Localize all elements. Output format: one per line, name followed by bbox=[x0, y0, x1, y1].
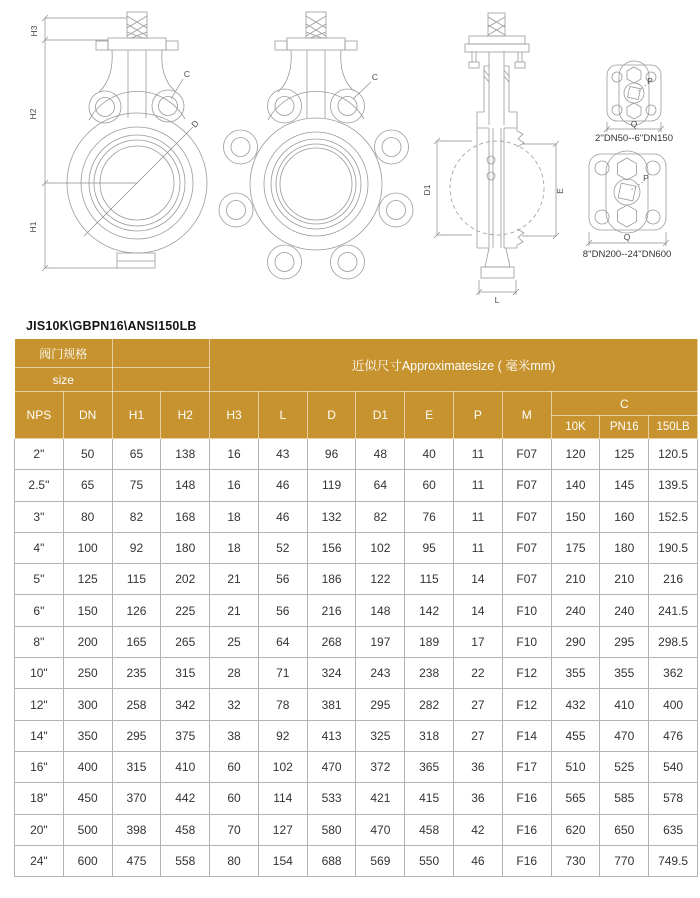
table-cell: 342 bbox=[161, 689, 210, 720]
pin bbox=[487, 172, 495, 180]
table-cell: 324 bbox=[307, 658, 356, 689]
table-cell: 410 bbox=[600, 689, 649, 720]
technical-drawings bbox=[0, 0, 700, 312]
table-cell: 315 bbox=[161, 658, 210, 689]
table-cell: 64 bbox=[356, 470, 405, 501]
table-cell: 48 bbox=[356, 439, 405, 470]
square-drive bbox=[618, 183, 636, 201]
disc-dashed-circle bbox=[450, 141, 544, 235]
table-cell: 432 bbox=[551, 689, 600, 720]
table-cell: 92 bbox=[258, 720, 307, 751]
table-cell: 24" bbox=[15, 845, 64, 876]
packing-hatch bbox=[484, 70, 509, 82]
top-flange-detail-small bbox=[595, 61, 673, 144]
table-cell: 210 bbox=[551, 564, 600, 595]
table-cell: 4" bbox=[15, 532, 64, 563]
col-header-dn: DN bbox=[63, 392, 112, 439]
table-cell: F14 bbox=[502, 720, 551, 751]
table-row bbox=[15, 658, 698, 689]
body-outer bbox=[250, 118, 382, 250]
col-header-m: M bbox=[502, 392, 551, 439]
table-cell: 38 bbox=[210, 720, 259, 751]
table-cell: 295 bbox=[356, 689, 405, 720]
table-cell: 415 bbox=[405, 783, 454, 814]
table-cell: 400 bbox=[63, 751, 112, 782]
table-cell: 100 bbox=[63, 532, 112, 563]
table-cell: 46 bbox=[454, 845, 503, 876]
table-cell: 6" bbox=[15, 595, 64, 626]
table-cell: 300 bbox=[63, 689, 112, 720]
dimension-lines bbox=[42, 15, 137, 271]
table-cell: F07 bbox=[502, 470, 551, 501]
table-cell: 268 bbox=[307, 626, 356, 657]
table-cell: 525 bbox=[600, 751, 649, 782]
table-cell: 325 bbox=[356, 720, 405, 751]
table-cell: 282 bbox=[405, 689, 454, 720]
table-cell: 500 bbox=[63, 814, 112, 845]
table-cell: F10 bbox=[502, 595, 551, 626]
table-cell: 175 bbox=[551, 532, 600, 563]
table-cell: 600 bbox=[63, 845, 112, 876]
subcol-header-150lb: 150LB bbox=[649, 416, 698, 439]
table-cell: 119 bbox=[307, 470, 356, 501]
dim-label-l: L bbox=[494, 295, 500, 305]
table-cell: 372 bbox=[356, 751, 405, 782]
seat-detail-bottom bbox=[517, 229, 524, 245]
stem-tube bbox=[489, 52, 504, 125]
col-header-e: E bbox=[405, 392, 454, 439]
stem-top bbox=[488, 13, 505, 36]
col-header-h3: H3 bbox=[210, 392, 259, 439]
table-header bbox=[15, 339, 698, 439]
table-cell: 150 bbox=[551, 501, 600, 532]
table-cell: 80 bbox=[210, 845, 259, 876]
table-cell: 580 bbox=[307, 814, 356, 845]
dim-label-h1: H1 bbox=[28, 221, 38, 233]
table-cell: 160 bbox=[600, 501, 649, 532]
table-cell: 120.5 bbox=[649, 439, 698, 470]
table-cell: 186 bbox=[307, 564, 356, 595]
table-cell: 238 bbox=[405, 658, 454, 689]
table-cell: 295 bbox=[600, 626, 649, 657]
table-cell: 95 bbox=[405, 532, 454, 563]
table-cell: 154 bbox=[258, 845, 307, 876]
table-cell: 60 bbox=[405, 470, 454, 501]
table-cell: 152.5 bbox=[649, 501, 698, 532]
table-cell: 315 bbox=[112, 751, 161, 782]
table-cell: 398 bbox=[112, 814, 161, 845]
table-cell: 11 bbox=[454, 470, 503, 501]
table-cell: F16 bbox=[502, 814, 551, 845]
wafer-valve-front-view bbox=[28, 12, 207, 271]
table-cell: 40 bbox=[405, 439, 454, 470]
table-cell: F12 bbox=[502, 658, 551, 689]
label-p: P bbox=[643, 173, 649, 183]
table-cell: 240 bbox=[551, 595, 600, 626]
table-row bbox=[15, 720, 698, 751]
table-cell: 36 bbox=[454, 783, 503, 814]
table-cell: 250 bbox=[63, 658, 112, 689]
table-cell: 102 bbox=[258, 751, 307, 782]
bottom-boss bbox=[117, 253, 155, 268]
size-header-empty bbox=[112, 368, 210, 392]
table-body bbox=[15, 439, 698, 877]
table-cell: 620 bbox=[551, 814, 600, 845]
table-cell: 56 bbox=[258, 564, 307, 595]
table-row bbox=[15, 564, 698, 595]
body-right-plate bbox=[504, 128, 517, 248]
square-drive bbox=[627, 86, 640, 99]
table-cell: F07 bbox=[502, 564, 551, 595]
table-cell: 240 bbox=[600, 595, 649, 626]
table-row bbox=[15, 439, 698, 470]
table-cell: 298.5 bbox=[649, 626, 698, 657]
table-cell: 150 bbox=[63, 595, 112, 626]
seat-detail-top bbox=[517, 131, 524, 147]
table-cell: 20" bbox=[15, 814, 64, 845]
table-cell: 197 bbox=[356, 626, 405, 657]
table-cell: 70 bbox=[210, 814, 259, 845]
top-plate bbox=[469, 36, 525, 44]
table-title: JIS10K\GBPN16\ANSI150LB bbox=[26, 319, 197, 333]
table-cell: 730 bbox=[551, 845, 600, 876]
lug-valve-front-view bbox=[219, 12, 413, 279]
table-cell: 421 bbox=[356, 783, 405, 814]
table-cell: 202 bbox=[161, 564, 210, 595]
table-cell: 12" bbox=[15, 689, 64, 720]
table-cell: 216 bbox=[307, 595, 356, 626]
shaft bbox=[493, 128, 501, 248]
table-cell: 241.5 bbox=[649, 595, 698, 626]
table-cell: 14 bbox=[454, 564, 503, 595]
table-cell: 11 bbox=[454, 501, 503, 532]
table-cell: 36 bbox=[454, 751, 503, 782]
table-cell: 510 bbox=[551, 751, 600, 782]
table-cell: 52 bbox=[258, 532, 307, 563]
table-cell: 350 bbox=[63, 720, 112, 751]
table-cell: 190.5 bbox=[649, 532, 698, 563]
table-cell: 442 bbox=[161, 783, 210, 814]
table-cell: 470 bbox=[307, 751, 356, 782]
body-left-plate bbox=[477, 128, 489, 248]
table-cell: 43 bbox=[258, 439, 307, 470]
table-cell: 770 bbox=[600, 845, 649, 876]
table-cell: 10" bbox=[15, 658, 64, 689]
pin bbox=[487, 156, 495, 164]
dim-label-h2: H2 bbox=[28, 108, 38, 120]
valve-section-side-view bbox=[422, 13, 565, 305]
hex-boss bbox=[627, 67, 641, 83]
table-cell: 64 bbox=[258, 626, 307, 657]
table-cell: 16 bbox=[210, 470, 259, 501]
table-cell: 60 bbox=[210, 751, 259, 782]
table-cell: 225 bbox=[161, 595, 210, 626]
size-header: size bbox=[15, 368, 113, 392]
table-cell: 635 bbox=[649, 814, 698, 845]
table-cell: 71 bbox=[258, 658, 307, 689]
table-cell: 122 bbox=[356, 564, 405, 595]
table-cell: 156 bbox=[307, 532, 356, 563]
col-header-nps: NPS bbox=[15, 392, 64, 439]
flange-plate bbox=[589, 154, 666, 230]
spec-header: 阀门规格 bbox=[15, 339, 113, 368]
table-cell: 17 bbox=[454, 626, 503, 657]
table-cell: 450 bbox=[63, 783, 112, 814]
table-cell: 78 bbox=[258, 689, 307, 720]
shoulder bbox=[89, 91, 185, 120]
table-cell: 470 bbox=[356, 814, 405, 845]
table-cell: 381 bbox=[307, 689, 356, 720]
table-cell: 318 bbox=[405, 720, 454, 751]
table-cell: 8" bbox=[15, 626, 64, 657]
subcol-header-pn16: PN16 bbox=[600, 416, 649, 439]
table-cell: 132 bbox=[307, 501, 356, 532]
mounting-plate bbox=[108, 38, 166, 50]
table-cell: 14 bbox=[454, 595, 503, 626]
table-cell: 138 bbox=[161, 439, 210, 470]
dimension-lines bbox=[434, 138, 559, 295]
table-cell: 476 bbox=[649, 720, 698, 751]
table-cell: 558 bbox=[161, 845, 210, 876]
flange-small-caption: 2''DN50--6''DN150 bbox=[594, 133, 674, 144]
col-header-h2: H2 bbox=[161, 392, 210, 439]
table-cell: 550 bbox=[405, 845, 454, 876]
table-cell: 114 bbox=[258, 783, 307, 814]
table-cell: 578 bbox=[649, 783, 698, 814]
table-row bbox=[15, 470, 698, 501]
table-cell: 400 bbox=[649, 689, 698, 720]
col-header-p: P bbox=[454, 392, 503, 439]
col-header-d1: D1 bbox=[356, 392, 405, 439]
table-cell: 210 bbox=[600, 564, 649, 595]
table-cell: 410 bbox=[161, 751, 210, 782]
dimension-table bbox=[14, 338, 698, 877]
dim-label-h3: H3 bbox=[29, 25, 39, 37]
table-cell: F16 bbox=[502, 845, 551, 876]
table-cell: F17 bbox=[502, 751, 551, 782]
table-row bbox=[15, 814, 698, 845]
hex-boss bbox=[627, 103, 641, 119]
table-cell: 22 bbox=[454, 658, 503, 689]
bottom-boss bbox=[485, 248, 510, 267]
table-cell: 533 bbox=[307, 783, 356, 814]
table-cell: 18" bbox=[15, 783, 64, 814]
table-cell: 749.5 bbox=[649, 845, 698, 876]
table-cell: 362 bbox=[649, 658, 698, 689]
table-cell: 569 bbox=[356, 845, 405, 876]
table-cell: 65 bbox=[63, 470, 112, 501]
table-cell: 102 bbox=[356, 532, 405, 563]
stem-knurl-hatch bbox=[127, 16, 147, 38]
neck bbox=[128, 50, 146, 118]
table-cell: 148 bbox=[161, 470, 210, 501]
table-cell: 32 bbox=[210, 689, 259, 720]
table-cell: F12 bbox=[502, 689, 551, 720]
table-cell: 5" bbox=[15, 564, 64, 595]
table-cell: 65 bbox=[112, 439, 161, 470]
table-cell: 50 bbox=[63, 439, 112, 470]
center-obround bbox=[619, 61, 649, 125]
table-cell: 42 bbox=[454, 814, 503, 845]
table-cell: 82 bbox=[356, 501, 405, 532]
table-cell: 3" bbox=[15, 501, 64, 532]
table-cell: 295 bbox=[112, 720, 161, 751]
mounting-plate bbox=[287, 38, 345, 50]
table-cell: 25 bbox=[210, 626, 259, 657]
table-row bbox=[15, 626, 698, 657]
table-cell: 46 bbox=[258, 470, 307, 501]
table-cell: F10 bbox=[502, 626, 551, 657]
col-header-c: C bbox=[551, 392, 697, 416]
table-cell: 75 bbox=[112, 470, 161, 501]
label-c: C bbox=[183, 69, 191, 79]
table-cell: 21 bbox=[210, 564, 259, 595]
table-cell: 458 bbox=[161, 814, 210, 845]
table-cell: 16 bbox=[210, 439, 259, 470]
dim-label-d1: D1 bbox=[422, 184, 432, 196]
label-c: C bbox=[371, 72, 379, 82]
table-cell: 142 bbox=[405, 595, 454, 626]
table-cell: 180 bbox=[161, 532, 210, 563]
table-cell: 258 bbox=[112, 689, 161, 720]
table-row bbox=[15, 501, 698, 532]
table-cell: 180 bbox=[600, 532, 649, 563]
table-cell: 125 bbox=[63, 564, 112, 595]
table-row bbox=[15, 751, 698, 782]
table-cell: 56 bbox=[258, 595, 307, 626]
table-cell: 470 bbox=[600, 720, 649, 751]
table-cell: 11 bbox=[454, 532, 503, 563]
bolt-studs bbox=[472, 52, 522, 62]
table-cell: 14" bbox=[15, 720, 64, 751]
table-row bbox=[15, 689, 698, 720]
shoulder bbox=[268, 91, 364, 120]
table-row bbox=[15, 783, 698, 814]
table-cell: 96 bbox=[307, 439, 356, 470]
table-cell: 585 bbox=[600, 783, 649, 814]
table-cell: 2" bbox=[15, 439, 64, 470]
label-q: Q bbox=[630, 119, 638, 129]
lug-bosses bbox=[219, 89, 413, 279]
table-row bbox=[15, 845, 698, 876]
table-cell: 413 bbox=[307, 720, 356, 751]
stem-knurl-hatch bbox=[306, 16, 326, 38]
top-flange-detail-large bbox=[583, 151, 672, 260]
table-cell: 565 bbox=[551, 783, 600, 814]
hex-boss bbox=[618, 158, 637, 180]
table-cell: 18 bbox=[210, 532, 259, 563]
table-cell: 125 bbox=[600, 439, 649, 470]
table-cell: 11 bbox=[454, 439, 503, 470]
label-q: Q bbox=[623, 232, 631, 242]
table-cell: 139.5 bbox=[649, 470, 698, 501]
spec-header-empty bbox=[112, 339, 210, 368]
flange-plate bbox=[607, 65, 661, 121]
table-cell: 216 bbox=[649, 564, 698, 595]
table-cell: 650 bbox=[600, 814, 649, 845]
col-header-l: L bbox=[258, 392, 307, 439]
table-cell: 2.5" bbox=[15, 470, 64, 501]
bore bbox=[280, 148, 352, 220]
table-cell: 21 bbox=[210, 595, 259, 626]
table-cell: 127 bbox=[258, 814, 307, 845]
table-cell: 82 bbox=[112, 501, 161, 532]
subcol-header-10k: 10K bbox=[551, 416, 600, 439]
table-cell: F16 bbox=[502, 783, 551, 814]
table-row bbox=[15, 532, 698, 563]
table-cell: 370 bbox=[112, 783, 161, 814]
col-header-h1: H1 bbox=[112, 392, 161, 439]
table-cell: 540 bbox=[649, 751, 698, 782]
table-cell: 265 bbox=[161, 626, 210, 657]
table-cell: 126 bbox=[112, 595, 161, 626]
valve-drawings-svg bbox=[0, 0, 700, 312]
table-cell: 46 bbox=[258, 501, 307, 532]
stem-knurl-hatch bbox=[488, 17, 505, 35]
approx-size-header: 近似尺寸Approximatesize ( 毫米mm) bbox=[210, 339, 698, 392]
table-cell: 455 bbox=[551, 720, 600, 751]
table-cell: 27 bbox=[454, 720, 503, 751]
table-cell: 200 bbox=[63, 626, 112, 657]
table-cell: 92 bbox=[112, 532, 161, 563]
table-cell: 355 bbox=[600, 658, 649, 689]
table-cell: F07 bbox=[502, 532, 551, 563]
table-cell: 60 bbox=[210, 783, 259, 814]
table-cell: 27 bbox=[454, 689, 503, 720]
table-cell: 120 bbox=[551, 439, 600, 470]
table-cell: 235 bbox=[112, 658, 161, 689]
table-cell: 115 bbox=[112, 564, 161, 595]
table-cell: 18 bbox=[210, 501, 259, 532]
table-cell: 475 bbox=[112, 845, 161, 876]
table-cell: 115 bbox=[405, 564, 454, 595]
table-cell: 375 bbox=[161, 720, 210, 751]
table-cell: 80 bbox=[63, 501, 112, 532]
table-cell: 76 bbox=[405, 501, 454, 532]
hex-boss bbox=[618, 205, 637, 227]
dim-label-e: E bbox=[555, 188, 565, 194]
table-row bbox=[15, 595, 698, 626]
table-cell: 145 bbox=[600, 470, 649, 501]
table-cell: 168 bbox=[161, 501, 210, 532]
table-cell: 688 bbox=[307, 845, 356, 876]
flange-large-caption: 8''DN200--24''DN600 bbox=[582, 249, 672, 260]
bottom-cap bbox=[481, 267, 514, 278]
table-cell: 165 bbox=[112, 626, 161, 657]
table-cell: 28 bbox=[210, 658, 259, 689]
table-cell: 290 bbox=[551, 626, 600, 657]
table-cell: F07 bbox=[502, 501, 551, 532]
center-obround bbox=[606, 151, 648, 233]
table-cell: 148 bbox=[356, 595, 405, 626]
table-cell: 140 bbox=[551, 470, 600, 501]
neck bbox=[484, 66, 509, 112]
label-p: P bbox=[647, 76, 653, 86]
table-cell: 458 bbox=[405, 814, 454, 845]
table-cell: 16" bbox=[15, 751, 64, 782]
table-cell: 355 bbox=[551, 658, 600, 689]
table-cell: 365 bbox=[405, 751, 454, 782]
col-header-d: D bbox=[307, 392, 356, 439]
label-d: D bbox=[189, 118, 201, 130]
table-cell: 243 bbox=[356, 658, 405, 689]
table-cell: F07 bbox=[502, 439, 551, 470]
neck bbox=[307, 50, 325, 118]
table-cell: 189 bbox=[405, 626, 454, 657]
